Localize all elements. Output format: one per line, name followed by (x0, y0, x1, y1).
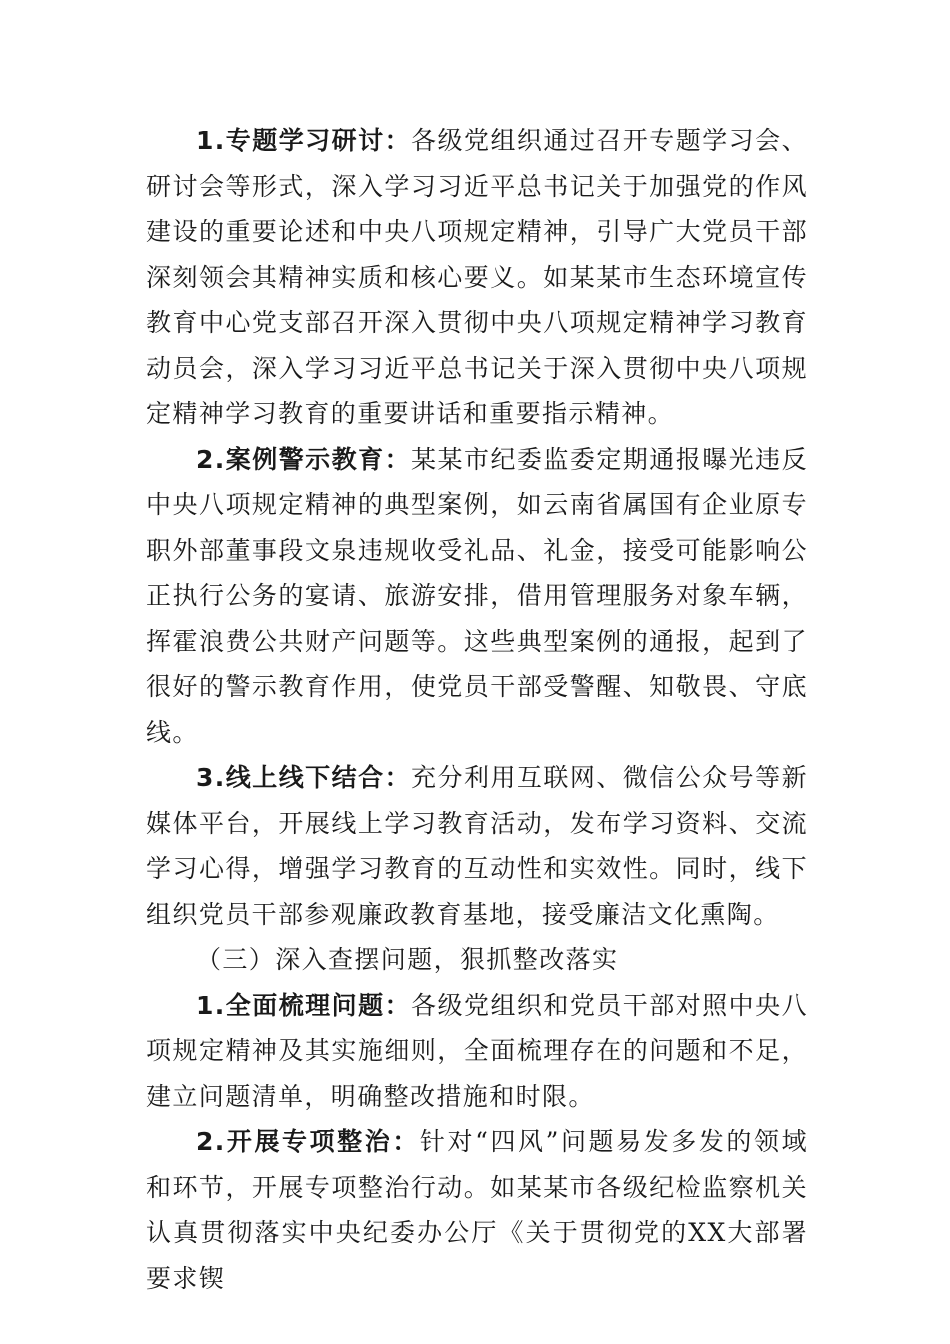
paragraph-text: 某某市纪委监委定期通报曝光违反中央八项规定精神的典型案例，如云南省属国有企业原专职外部董事段文泉违规收受礼品、礼金，接受可能影响公正执行公务的宴请、旅游安排，借用管理服务对象车辆，挥霍浪费公共财产问题等。这些典型案例的通报，起到了很好的警示教育作用，使党员干部受警醒、知敬畏、守底线。 (146, 444, 808, 747)
document-page (146, 118, 808, 1301)
paragraph-lead: 2.开展专项整治： (196, 1127, 420, 1156)
paragraph-lead: 1.全面梳理问题： (196, 990, 412, 1020)
section-heading: （三）深入查摆问题，狠抓整改落实 (196, 945, 619, 974)
paragraph-lead: 1.专题学习研讨： (196, 126, 412, 155)
paragraph-special-rectification (146, 1119, 808, 1301)
paragraph-study-discussion (146, 118, 808, 437)
paragraph-text: 各级党组织和党员干部对照中央八项规定精神及其实施细则，全面梳理存在的问题和不足，建立问题清单，明确整改措施和时限。 (146, 990, 808, 1111)
paragraph-case-warning (146, 437, 808, 756)
paragraph-text: 针对“四风”问题易发多发的领域和环节，开展专项整治行动。如某某市各级纪检监察机关认真贯彻落实中央纪委办公厅《关于贯彻党的XX大部署要求锲 (146, 1127, 808, 1293)
paragraph-text: 各级党组织通过召开专题学习会、研讨会等形式，深入学习习近平总书记关于加强党的作风建设的重要论述和中央八项规定精神，引导广大党员干部深刻领会其精神实质和核心要义。如某某市生态环境宣传教育中心党支部召开深入贯彻中央八项规定精神学习教育动员会，深入学习习近平总书记关于深入贯彻中央八项规定精神学习教育的重要讲话和重要指示精神。 (146, 126, 808, 428)
paragraph-online-offline (146, 755, 808, 937)
paragraph-review-issues (146, 983, 808, 1120)
paragraph-lead: 2.案例警示教育： (196, 444, 412, 474)
paragraph-lead: 3.线上线下结合： (196, 763, 412, 792)
paragraph-text: 充分利用互联网、微信公众号等新媒体平台，开展线上学习教育活动，发布学习资料、交流学习心得，增强学习教育的互动性和实效性。同时，线下组织党员干部参观廉政教育基地，接受廉洁文化熏陶。 (146, 763, 808, 929)
